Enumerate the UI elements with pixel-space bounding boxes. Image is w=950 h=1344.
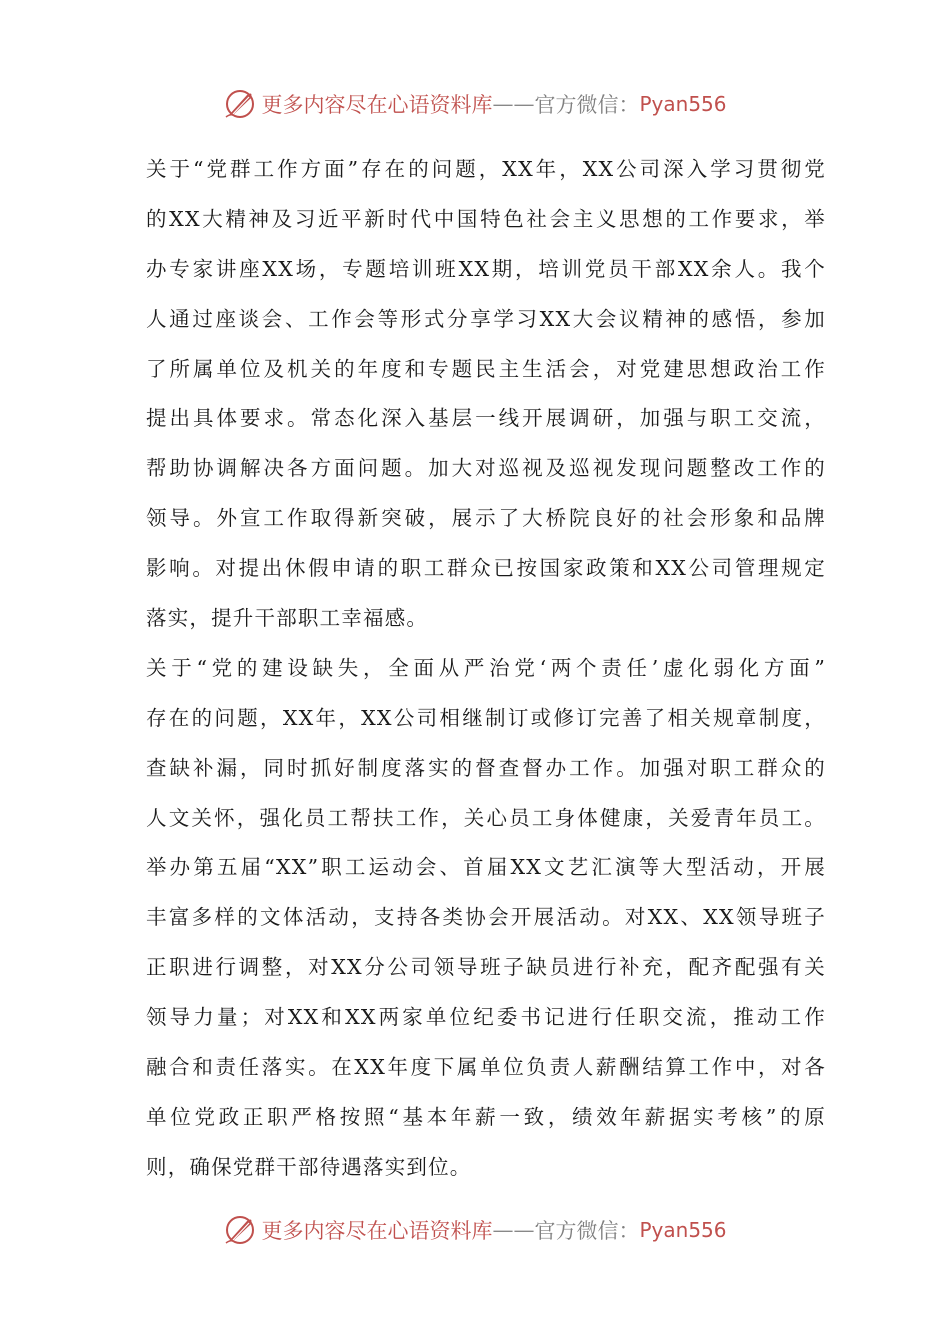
banner-brand-text: 更多内容尽在心语资料库	[261, 1219, 493, 1243]
text-line: 办专家讲座XX场，专题培训班XX期，培训党员干部XX余人。我个	[146, 256, 826, 281]
banner-wechat-handle: Pyan556	[639, 1218, 727, 1242]
text-line: 帮助协调解决各方面问题。加大对巡视及巡视发现问题整改工作的	[146, 456, 826, 481]
text-line: 提出具体要求。常态化深入基层一线开展调研，加强与职工交流，	[146, 406, 826, 431]
banner-wechat-label: 官方微信：	[534, 93, 640, 117]
text-line: 关于“党群工作方面”存在的问题，XX年，XX公司深入学习贯彻党	[146, 157, 826, 181]
quill-logo-icon	[223, 87, 257, 121]
text-line: 正职进行调整，对XX分公司领导班子缺员进行补充，配齐配强有关	[146, 955, 826, 980]
paragraph-container	[146, 145, 826, 1193]
text-line: 则，确保党群干部待遇落实到位。	[146, 1154, 472, 1179]
text-line: 关于“党的建设缺失，全面从严治党‘两个责任’虚化弱化方面”	[146, 655, 826, 680]
text-line: 落实，提升干部职工幸福感。	[146, 606, 429, 631]
text-line: 人通过座谈会、工作会等形式分享学习XX大会议精神的感悟，参加	[146, 306, 826, 331]
text-line: 丰富多样的文体活动，支持各类协会开展活动。对XX、XX领导班子	[146, 905, 826, 930]
text-line: 举办第五届“XX”职工运动会、首届XX文艺汇演等大型活动，开展	[146, 855, 826, 880]
banner-wechat-label: 官方微信：	[534, 1219, 640, 1243]
text-line: 人文关怀，强化员工帮扶工作，关心员工身体健康，关爱青年员工。	[146, 805, 826, 830]
text-line: 查缺补漏，同时抓好制度落实的督查督办工作。加强对职工群众的	[146, 755, 826, 780]
paragraph	[146, 644, 826, 1193]
banner-brand-text: 更多内容尽在心语资料库	[261, 93, 493, 117]
document-body	[146, 145, 826, 1193]
banner-dash: ——	[492, 92, 535, 116]
text-line: 影响。对提出休假申请的职工群众已按国家政策和XX公司管理规定	[146, 556, 826, 581]
paragraph	[146, 145, 826, 644]
footer-watermark-banner	[0, 1210, 950, 1250]
text-line: 领导。外宣工作取得新突破，展示了大桥院良好的社会形象和品牌	[146, 506, 826, 531]
text-line: 了所属单位及机关的年度和专题民主生活会，对党建思想政治工作	[146, 356, 826, 381]
banner-wechat-handle: Pyan556	[639, 92, 727, 116]
header-watermark-banner	[0, 84, 950, 124]
text-line: 领导力量；对XX和XX两家单位纪委书记进行任职交流，推动工作	[146, 1005, 826, 1030]
text-line: 存在的问题，XX年，XX公司相继制订或修订完善了相关规章制度，	[146, 705, 826, 730]
text-line: 单位党政正职严格按照“基本年薪一致，绩效年薪据实考核”的原	[146, 1104, 826, 1129]
banner-dash: ——	[492, 1218, 535, 1242]
text-line: 融合和责任落实。在XX年度下属单位负责人薪酬结算工作中，对各	[146, 1055, 826, 1080]
quill-logo-icon	[223, 1213, 257, 1247]
text-line: 的XX大精神及习近平新时代中国特色社会主义思想的工作要求，举	[146, 206, 826, 231]
